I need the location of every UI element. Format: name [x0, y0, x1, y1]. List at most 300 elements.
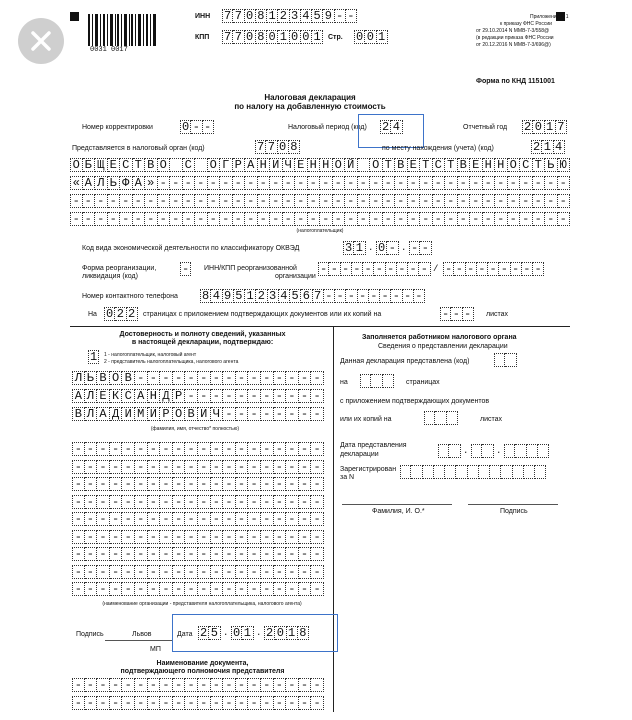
fio-caption: (фамилия, имя, отчество* полностью)	[150, 426, 240, 432]
char-cell: 8	[200, 289, 211, 303]
char-cell: -	[135, 371, 148, 385]
okved-label: Код вида экономической деятельности по классификатору ОКВЭД	[82, 245, 300, 252]
char-cell: -	[245, 176, 258, 190]
kpp-label: КПП	[195, 34, 210, 41]
char-cell: -	[148, 512, 161, 526]
column-divider	[333, 326, 334, 712]
char-cell: -	[274, 530, 287, 544]
char-cell: -	[311, 477, 324, 491]
date-highlight	[172, 614, 338, 652]
char-cell: -	[185, 495, 198, 509]
char-cell: -	[160, 565, 173, 579]
office-heading: Заполняется работником налогового органа	[362, 334, 517, 341]
submitted-label: Данная декларация представлена (код)	[340, 358, 470, 365]
char-cell: -	[122, 442, 135, 456]
char-cell: -	[183, 176, 196, 190]
char-cell: -	[223, 565, 236, 579]
doc-row	[72, 696, 324, 710]
char-cell: -	[248, 389, 261, 403]
confirm-heading: в настоящей декларации, подтверждаю:	[131, 339, 274, 346]
char-cell: -	[391, 289, 402, 303]
char-cell: -	[286, 582, 299, 596]
char-cell: -	[122, 530, 135, 544]
char-cell: -	[458, 194, 471, 208]
char-cell: -	[97, 582, 110, 596]
char-cell: Н	[258, 158, 271, 172]
char-cell: В	[97, 371, 110, 385]
rep-org-row	[72, 495, 324, 509]
char-cell: -	[173, 477, 186, 491]
char-cell: -	[333, 194, 346, 208]
char-cell: 5	[290, 289, 301, 303]
char-cell: -	[198, 477, 211, 491]
char-cell: -	[299, 696, 312, 710]
char-cell: -	[110, 582, 123, 596]
char-cell: Л	[95, 176, 108, 190]
char-cell: Е	[108, 158, 121, 172]
char-cell: -	[223, 477, 236, 491]
char-cell: И	[198, 407, 211, 421]
correction-cells: 0 - -	[180, 120, 214, 134]
char-cell: -	[508, 212, 521, 226]
sign-line	[468, 504, 558, 505]
char-cell: -	[299, 442, 312, 456]
char-cell: И	[148, 407, 161, 421]
location-label: по месту нахождения (учета) (код)	[382, 145, 494, 152]
char-cell: -	[274, 512, 287, 526]
char-cell: -	[133, 194, 146, 208]
sign-value: Львов	[132, 631, 152, 638]
char-cell: -	[558, 176, 571, 190]
char-cell: -	[261, 460, 274, 474]
char-cell: -	[110, 477, 123, 491]
authority-label: Представляется в налоговый орган (код)	[72, 145, 205, 152]
char-cell: -	[170, 212, 183, 226]
char-cell: Б	[83, 158, 96, 172]
reorg-cells: -	[180, 262, 191, 276]
char-cell: -	[173, 495, 186, 509]
period-label: Налоговый период (код)	[288, 124, 367, 131]
right-sheets-label: листах	[480, 416, 503, 423]
char-cell: -	[274, 460, 287, 474]
char-cell: 3	[268, 289, 279, 303]
char-cell: -	[308, 194, 321, 208]
char-cell: М	[135, 407, 148, 421]
char-cell: -	[198, 442, 211, 456]
char-cell: -	[445, 194, 458, 208]
char-cell: -	[380, 289, 391, 303]
char-cell: -	[286, 389, 299, 403]
char-cell: -	[72, 512, 85, 526]
char-cell: -	[185, 696, 198, 710]
char-cell: -	[223, 371, 236, 385]
char-cell: -	[83, 194, 96, 208]
reorg-label: Форма реорганизации,	[82, 265, 157, 272]
char-cell: -	[236, 530, 249, 544]
char-cell: С	[120, 158, 133, 172]
char-cell: -	[173, 696, 186, 710]
char-cell: О	[208, 158, 221, 172]
doc-heading: подтверждающего полномочия представителя	[120, 668, 285, 675]
char-cell: -	[185, 442, 198, 456]
char-cell: 9	[223, 289, 234, 303]
char-cell: Ь	[108, 176, 121, 190]
char-cell: -	[160, 371, 173, 385]
char-cell: -	[286, 495, 299, 509]
char-cell: -	[420, 176, 433, 190]
char-cell: -	[286, 477, 299, 491]
char-cell: Ь	[545, 158, 558, 172]
page-subtitle: по налогу на добавленную стоимость	[234, 102, 386, 111]
char-cell: -	[72, 696, 85, 710]
date-dot: .	[256, 628, 262, 638]
char-cell: -	[433, 176, 446, 190]
patronymic-cells	[72, 407, 324, 421]
char-cell: Е	[295, 158, 308, 172]
char-cell: -	[211, 512, 224, 526]
char-cell: -	[483, 212, 496, 226]
char-cell: -	[173, 512, 186, 526]
char-cell: -	[195, 176, 208, 190]
char-cell: -	[223, 495, 236, 509]
pages-prefix: На	[88, 311, 97, 318]
char-cell: -	[145, 212, 158, 226]
char-cell: 5	[234, 289, 245, 303]
char-cell: -	[408, 194, 421, 208]
char-cell: -	[248, 678, 261, 692]
char-cell: -	[110, 530, 123, 544]
char-cell: -	[198, 696, 211, 710]
char-cell: -	[135, 696, 148, 710]
char-cell: -	[148, 477, 161, 491]
char-cell: -	[311, 582, 324, 596]
char-cell: -	[198, 547, 211, 561]
char-cell: Т	[445, 158, 458, 172]
org-row-4	[70, 212, 570, 226]
char-cell: -	[160, 696, 173, 710]
char-cell: -	[299, 407, 312, 421]
char-cell: А	[72, 389, 85, 403]
char-cell: -	[110, 442, 123, 456]
char-cell: -	[261, 582, 274, 596]
rep-org-row	[72, 460, 324, 474]
reorg-slash: /	[433, 264, 439, 274]
char-cell: -	[160, 678, 173, 692]
char-cell: -	[261, 389, 274, 403]
char-cell: -	[261, 696, 274, 710]
char-cell: -	[122, 678, 135, 692]
char-cell: -	[383, 176, 396, 190]
char-cell: -	[211, 678, 224, 692]
char-cell: В	[458, 158, 471, 172]
char-cell: -	[195, 194, 208, 208]
char-cell: -	[311, 495, 324, 509]
char-cell: -	[324, 289, 335, 303]
char-cell: -	[148, 442, 161, 456]
char-cell: -	[395, 176, 408, 190]
char-cell: -	[261, 512, 274, 526]
char-cell: -	[533, 212, 546, 226]
char-cell: -	[72, 495, 85, 509]
authority-cells: 7 7 0 8	[255, 140, 300, 154]
right-pages-cells	[360, 374, 394, 388]
char-cell: -	[135, 442, 148, 456]
char-cell: -	[248, 460, 261, 474]
char-cell: -	[160, 442, 173, 456]
copies-label: или их копий на	[340, 416, 392, 423]
char-cell: -	[223, 582, 236, 596]
char-cell: -	[508, 194, 521, 208]
char-cell: »	[145, 176, 158, 190]
char-cell: -	[345, 194, 358, 208]
char-cell: -	[370, 212, 383, 226]
char-cell: -	[236, 512, 249, 526]
char-cell: Т	[133, 158, 146, 172]
char-cell: -	[299, 582, 312, 596]
char-cell: -	[258, 212, 271, 226]
char-cell: О	[333, 158, 346, 172]
confirm-heading: Достоверность и полноту сведений, указанных	[119, 331, 286, 338]
char-cell: -	[85, 512, 98, 526]
char-cell: А	[135, 389, 148, 403]
char-cell: -	[295, 194, 308, 208]
char-cell: -	[458, 212, 471, 226]
char-cell: -	[173, 565, 186, 579]
char-cell: -	[211, 565, 224, 579]
char-cell: -	[236, 565, 249, 579]
char-cell: -	[72, 582, 85, 596]
char-cell: -	[248, 442, 261, 456]
char-cell: -	[185, 565, 198, 579]
char-cell: -	[520, 194, 533, 208]
char-cell: О	[70, 158, 83, 172]
char-cell: -	[558, 194, 571, 208]
char-cell: -	[122, 495, 135, 509]
char-cell: -	[369, 289, 380, 303]
char-cell: -	[236, 547, 249, 561]
char-cell: -	[135, 477, 148, 491]
char-cell: -	[236, 477, 249, 491]
right-sign-label: Подпись	[500, 508, 528, 515]
page-cells: 0 0 1	[354, 30, 388, 44]
char-cell: -	[97, 547, 110, 561]
char-cell: -	[220, 212, 233, 226]
char-cell: -	[414, 289, 425, 303]
char-cell: -	[395, 212, 408, 226]
char-cell: -	[135, 565, 148, 579]
phone-label: Номер контактного телефона	[82, 293, 178, 300]
okved-cells-2: 0 -	[376, 241, 399, 255]
char-cell: -	[286, 696, 299, 710]
barcode	[88, 14, 156, 52]
char-cell: В	[185, 407, 198, 421]
char-cell: О	[173, 407, 186, 421]
char-cell: -	[248, 477, 261, 491]
char-cell: -	[420, 194, 433, 208]
char-cell: -	[470, 212, 483, 226]
right-date-day	[438, 444, 461, 458]
char-cell: -	[233, 194, 246, 208]
char-cell: Р	[160, 407, 173, 421]
signer-option: 2 - представитель налогоплательщика, налогового агента	[104, 359, 239, 365]
right-pages-label: страницах	[406, 379, 440, 386]
char-cell: Н	[308, 158, 321, 172]
submitted-cells	[494, 353, 517, 367]
char-cell: -	[261, 678, 274, 692]
char-cell: -	[198, 389, 211, 403]
char-cell: -	[173, 460, 186, 474]
char-cell: -	[270, 194, 283, 208]
char-cell: Щ	[95, 158, 108, 172]
char-cell: С	[183, 158, 196, 172]
char-cell: -	[148, 495, 161, 509]
char-cell: -	[95, 212, 108, 226]
char-cell: -	[299, 678, 312, 692]
char-cell: -	[223, 389, 236, 403]
char-cell: Е	[408, 158, 421, 172]
char-cell: -	[311, 530, 324, 544]
char-cell: -	[245, 212, 258, 226]
char-cell: -	[85, 547, 98, 561]
char-cell: -	[185, 678, 198, 692]
appendix-line: от 29.10.2014 N ММВ-7-3/558@	[476, 28, 550, 34]
date-month: 0 1	[231, 626, 254, 640]
reg-label: Зарегистрирован	[340, 466, 397, 473]
char-cell: -	[85, 565, 98, 579]
inn-cells: 7 7 0 8 1 2 3 4 5 9 - -	[222, 9, 357, 23]
char-cell: -	[286, 512, 299, 526]
char-cell: -	[173, 530, 186, 544]
char-cell: -	[211, 442, 224, 456]
char-cell	[170, 158, 183, 172]
attach-label: с приложением подтверждающих документов	[340, 398, 490, 405]
char-cell: -	[135, 678, 148, 692]
close-button[interactable]	[18, 18, 64, 64]
pages-cells: 0 2 2	[104, 307, 138, 321]
office-sub: Сведения о представлении декларации	[378, 343, 508, 350]
char-cell: -	[299, 512, 312, 526]
char-cell: -	[261, 477, 274, 491]
barcode-number: 0031 0017	[90, 46, 128, 54]
char-cell: Ф	[120, 176, 133, 190]
char-cell: -	[173, 371, 186, 385]
char-cell: -	[545, 176, 558, 190]
char-cell: -	[248, 547, 261, 561]
char-cell: С	[433, 158, 446, 172]
char-cell: -	[320, 212, 333, 226]
char-cell: -	[299, 495, 312, 509]
char-cell: -	[545, 212, 558, 226]
char-cell: -	[558, 212, 571, 226]
char-cell: -	[299, 547, 312, 561]
char-cell: -	[308, 176, 321, 190]
appendix-line: к приказу ФНС России	[500, 21, 552, 27]
char-cell: -	[233, 176, 246, 190]
char-cell: -	[223, 678, 236, 692]
char-cell: -	[248, 696, 261, 710]
char-cell: -	[258, 176, 271, 190]
char-cell: -	[236, 389, 249, 403]
char-cell: -	[185, 389, 198, 403]
char-cell: -	[261, 547, 274, 561]
char-cell: -	[311, 512, 324, 526]
date-year: 2 0 1 8	[264, 626, 309, 640]
reg-label: за N	[340, 474, 355, 481]
char-cell: «	[70, 176, 83, 190]
char-cell: -	[120, 194, 133, 208]
char-cell: -	[245, 194, 258, 208]
char-cell: -	[358, 212, 371, 226]
char-cell: -	[483, 194, 496, 208]
char-cell	[358, 158, 371, 172]
char-cell	[195, 158, 208, 172]
char-cell: Ч	[211, 407, 224, 421]
char-cell: В	[122, 371, 135, 385]
char-cell: -	[85, 495, 98, 509]
char-cell: -	[145, 194, 158, 208]
char-cell: -	[223, 512, 236, 526]
char-cell: -	[185, 582, 198, 596]
char-cell: 1	[245, 289, 256, 303]
char-cell: -	[122, 547, 135, 561]
reorg-inn-label: организации	[275, 273, 316, 280]
char-cell: -	[335, 289, 346, 303]
char-cell: -	[274, 442, 287, 456]
char-cell: -	[274, 582, 287, 596]
char-cell: -	[270, 212, 283, 226]
char-cell: -	[97, 442, 110, 456]
rep-org-row	[72, 547, 324, 561]
char-cell: -	[85, 442, 98, 456]
char-cell: Ч	[283, 158, 296, 172]
char-cell: -	[274, 371, 287, 385]
char-cell: -	[286, 547, 299, 561]
char-cell: -	[236, 696, 249, 710]
mp-label: МП	[150, 646, 161, 653]
char-cell: -	[72, 547, 85, 561]
char-cell: Р	[233, 158, 246, 172]
char-cell: -	[308, 212, 321, 226]
reorg-kpp-cells: - - - - - - - - -	[443, 262, 544, 276]
char-cell: -	[233, 212, 246, 226]
char-cell: -	[286, 407, 299, 421]
char-cell: -	[72, 477, 85, 491]
char-cell: О	[158, 158, 171, 172]
date-dot: .	[223, 628, 229, 638]
char-cell: -	[274, 477, 287, 491]
char-cell: -	[135, 582, 148, 596]
correction-label: Номер корректировки	[82, 124, 153, 131]
okved-cells-3: - -	[409, 241, 432, 255]
char-cell: -	[261, 565, 274, 579]
char-cell: -	[95, 194, 108, 208]
char-cell: -	[311, 547, 324, 561]
char-cell: -	[122, 582, 135, 596]
char-cell: В	[145, 158, 158, 172]
corner-marker	[70, 12, 79, 21]
char-cell: Л	[72, 371, 85, 385]
char-cell: -	[110, 565, 123, 579]
char-cell: -	[383, 212, 396, 226]
char-cell: -	[236, 371, 249, 385]
char-cell: -	[108, 212, 121, 226]
char-cell: -	[170, 176, 183, 190]
char-cell: -	[183, 212, 196, 226]
char-cell: 4	[211, 289, 222, 303]
org-row-1	[70, 158, 570, 172]
okved-dot: .	[368, 243, 374, 253]
char-cell: О	[110, 371, 123, 385]
